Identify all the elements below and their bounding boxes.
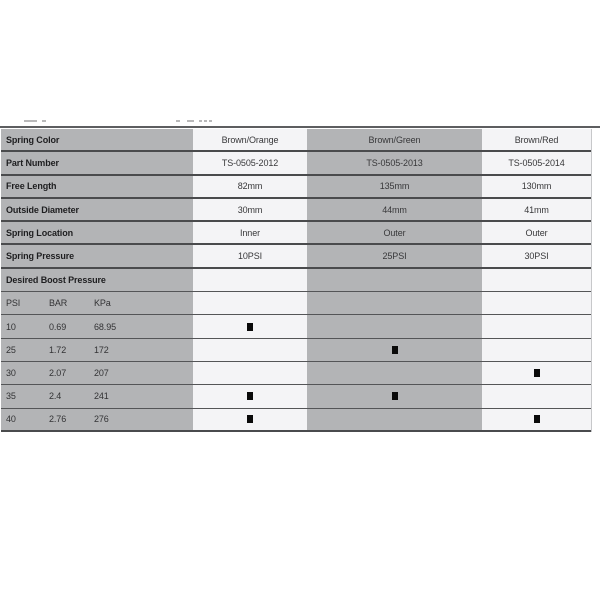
marker-cell-brown-green	[307, 385, 482, 407]
boost-marker-brown-green	[392, 346, 398, 354]
row-label: Part Number	[1, 152, 193, 173]
spring-spec-table	[1, 129, 592, 432]
kpa-value: 276	[94, 414, 109, 425]
row-label: Outside Diameter	[1, 199, 193, 220]
value-brown-orange: Brown/Orange	[193, 129, 307, 150]
psi-value: 25	[6, 344, 16, 355]
spec-row-outside-diameter	[1, 199, 591, 222]
row-label: Spring Color	[1, 129, 193, 150]
unit-kpa: KPa	[94, 298, 111, 309]
cropped-text-artifact	[42, 120, 46, 122]
value-brown-red: 130mm	[482, 176, 591, 197]
psi-value: 30	[6, 368, 16, 379]
marker-cell-brown-orange	[193, 315, 307, 337]
marker-cell-brown-red	[482, 315, 591, 337]
boost-values	[1, 315, 193, 337]
empty-cell	[482, 292, 591, 314]
marker-cell-brown-orange	[193, 362, 307, 384]
value-brown-green: 135mm	[307, 176, 482, 197]
value-brown-green: Brown/Green	[307, 129, 482, 150]
kpa-value: 207	[94, 368, 109, 379]
marker-cell-brown-orange	[193, 339, 307, 361]
psi-value: 35	[6, 391, 16, 402]
cropped-text-artifact	[24, 120, 37, 122]
marker-cell-brown-green	[307, 339, 482, 361]
bar-value: 2.4	[49, 391, 62, 402]
value-brown-orange: Inner	[193, 222, 307, 243]
boost-row-30psi	[1, 362, 591, 385]
empty-cell	[307, 292, 482, 314]
empty-cell	[307, 269, 482, 291]
value-brown-green: TS-0505-2013	[307, 152, 482, 173]
cropped-text-artifact	[199, 120, 202, 122]
boost-values	[1, 362, 193, 384]
unit-headers	[1, 292, 193, 314]
boost-marker-brown-orange	[247, 392, 253, 400]
cropped-text-artifact	[204, 120, 207, 122]
marker-cell-brown-red	[482, 362, 591, 384]
boost-marker-brown-red	[534, 415, 540, 423]
marker-cell-brown-orange	[193, 409, 307, 430]
boost-section-header-row	[1, 269, 591, 292]
boost-marker-brown-orange	[247, 415, 253, 423]
psi-value: 40	[6, 414, 16, 425]
cropped-text-artifact	[176, 120, 180, 122]
marker-cell-brown-orange	[193, 385, 307, 407]
boost-unit-header-row	[1, 292, 591, 315]
boost-row-25psi	[1, 339, 591, 362]
value-brown-green: 25PSI	[307, 245, 482, 266]
bar-value: 1.72	[49, 344, 67, 355]
boost-values	[1, 385, 193, 407]
boost-values	[1, 339, 193, 361]
kpa-value: 172	[94, 344, 109, 355]
empty-cell	[193, 292, 307, 314]
value-brown-red: 30PSI	[482, 245, 591, 266]
value-brown-orange: 10PSI	[193, 245, 307, 266]
spec-row-part-number	[1, 152, 591, 175]
empty-cell	[193, 269, 307, 291]
row-label: Spring Pressure	[1, 245, 193, 266]
value-brown-red: Outer	[482, 222, 591, 243]
boost-marker-brown-orange	[247, 323, 253, 331]
cropped-text-artifact	[209, 120, 212, 122]
psi-value: 10	[6, 321, 16, 332]
row-label: Free Length	[1, 176, 193, 197]
value-brown-orange: 82mm	[193, 176, 307, 197]
kpa-value: 68.95	[94, 321, 117, 332]
value-brown-red: Brown/Red	[482, 129, 591, 150]
empty-cell	[482, 269, 591, 291]
row-label: Spring Location	[1, 222, 193, 243]
boost-row-40psi	[1, 409, 591, 432]
value-brown-red: 41mm	[482, 199, 591, 220]
spec-row-spring-location	[1, 222, 591, 245]
top-divider-line	[0, 126, 600, 128]
kpa-value: 241	[94, 391, 109, 402]
marker-cell-brown-green	[307, 315, 482, 337]
spec-row-free-length	[1, 176, 591, 199]
bar-value: 0.69	[49, 321, 67, 332]
unit-psi: PSI	[6, 298, 21, 309]
value-brown-green: Outer	[307, 222, 482, 243]
spec-row-spring-pressure	[1, 245, 591, 268]
marker-cell-brown-green	[307, 409, 482, 430]
value-brown-green: 44mm	[307, 199, 482, 220]
boost-values	[1, 409, 193, 430]
marker-cell-brown-red	[482, 339, 591, 361]
value-brown-orange: TS-0505-2012	[193, 152, 307, 173]
marker-cell-brown-red	[482, 385, 591, 407]
marker-cell-brown-red	[482, 409, 591, 430]
boost-section-title: Desired Boost Pressure	[1, 269, 193, 291]
value-brown-orange: 30mm	[193, 199, 307, 220]
cropped-text-artifact	[187, 120, 194, 122]
boost-row-10psi	[1, 315, 591, 338]
spec-row-spring-color	[1, 129, 591, 152]
bar-value: 2.76	[49, 414, 67, 425]
boost-row-35psi	[1, 385, 591, 408]
value-brown-red: TS-0505-2014	[482, 152, 591, 173]
unit-bar: BAR	[49, 298, 68, 309]
boost-marker-brown-red	[534, 369, 540, 377]
bar-value: 2.07	[49, 368, 67, 379]
boost-marker-brown-green	[392, 392, 398, 400]
marker-cell-brown-green	[307, 362, 482, 384]
